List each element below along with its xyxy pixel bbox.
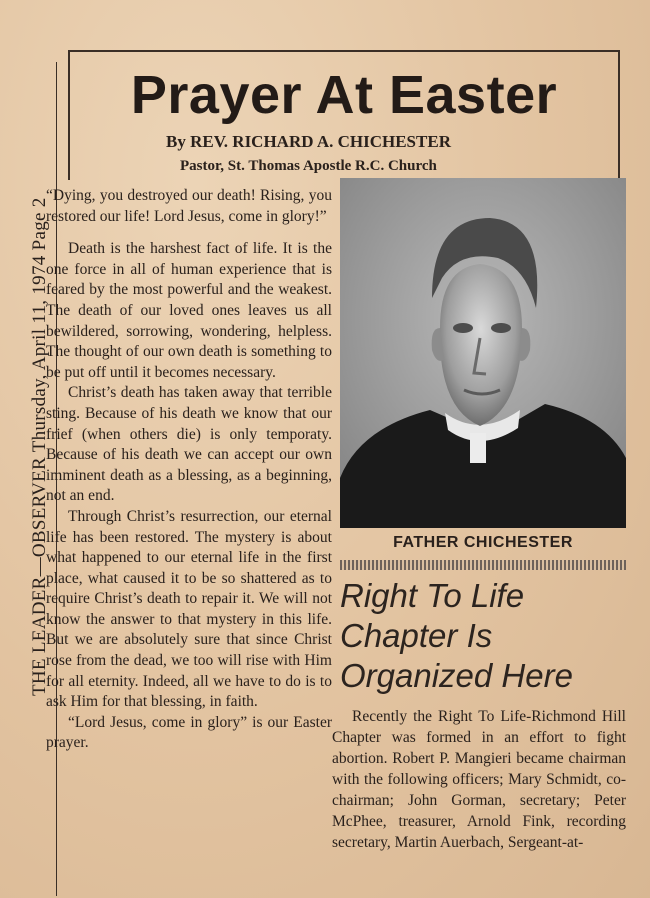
- photo-caption: FATHER CHICHESTER: [393, 534, 573, 551]
- portrait-illustration: [340, 178, 626, 528]
- byline: By REV. RICHARD A. CHICHESTER: [166, 132, 451, 151]
- paragraph: Christ’s death has taken away that terrible sting. Because of his death we know that our frief (when others die) is only temporaty. Because of his death we can accept our own imminent death as a blessing, as a beginning, not an end.: [46, 384, 332, 505]
- portrait-photo: [340, 178, 626, 528]
- opening-quote: “Dying, you destroyed our death! Rising, you restored our life! Lord Jesus, come in glory!”: [46, 187, 332, 225]
- dateline-text: THE LEADER—OBSERVER Thursday, April 11, 1974 Page 2: [29, 197, 50, 696]
- author-title: Pastor, St. Thomas Apostle R.C. Church: [180, 158, 437, 174]
- paragraph: Recently the Right To Life-Richmond Hill Chapter was formed in an effort to fight abortion. Robert P. Mangieri became chairman with the following officers; Mary Schmidt, co-chairman; John Gorman, secretary; Peter McPhee, treasurer, Arnold Fink, recording secretary, Martin Auerbach, Sergeant-at-: [332, 708, 626, 851]
- article-body-left: [46, 186, 332, 754]
- paragraph: “Lord Jesus, come in glory” is our Easter prayer.: [46, 713, 332, 752]
- article-body-right: [332, 706, 626, 853]
- article-title: Prayer At Easter: [130, 65, 558, 125]
- second-headline: Right To Life Chapter Is Organized Here: [340, 577, 573, 694]
- decorative-divider: [340, 560, 626, 570]
- headline-box: [68, 50, 620, 180]
- paragraph: Death is the harshest fact of life. It is the one force in all of human experience that is feared by the most powerful and the weakest. The death of our loved ones leaves us all bewildered, sorrowing, wondering, helpless. The thought of our own death is something to be put off until it becomes necessary.: [46, 240, 332, 381]
- paragraph: Through Christ’s resurrection, our eternal life has been restored. The mystery is about what happened to our eternal life in the first place, what caused it to be so shattered as to require Christ’s death to repair it. We will not know the answer to that mystery in this life. But we are absolutely sure that since Christ rose from the dead, we too will rise with Him for all eternity. Indeed, all we have to do is to ask Him for that blessing, in faith.: [46, 507, 332, 711]
